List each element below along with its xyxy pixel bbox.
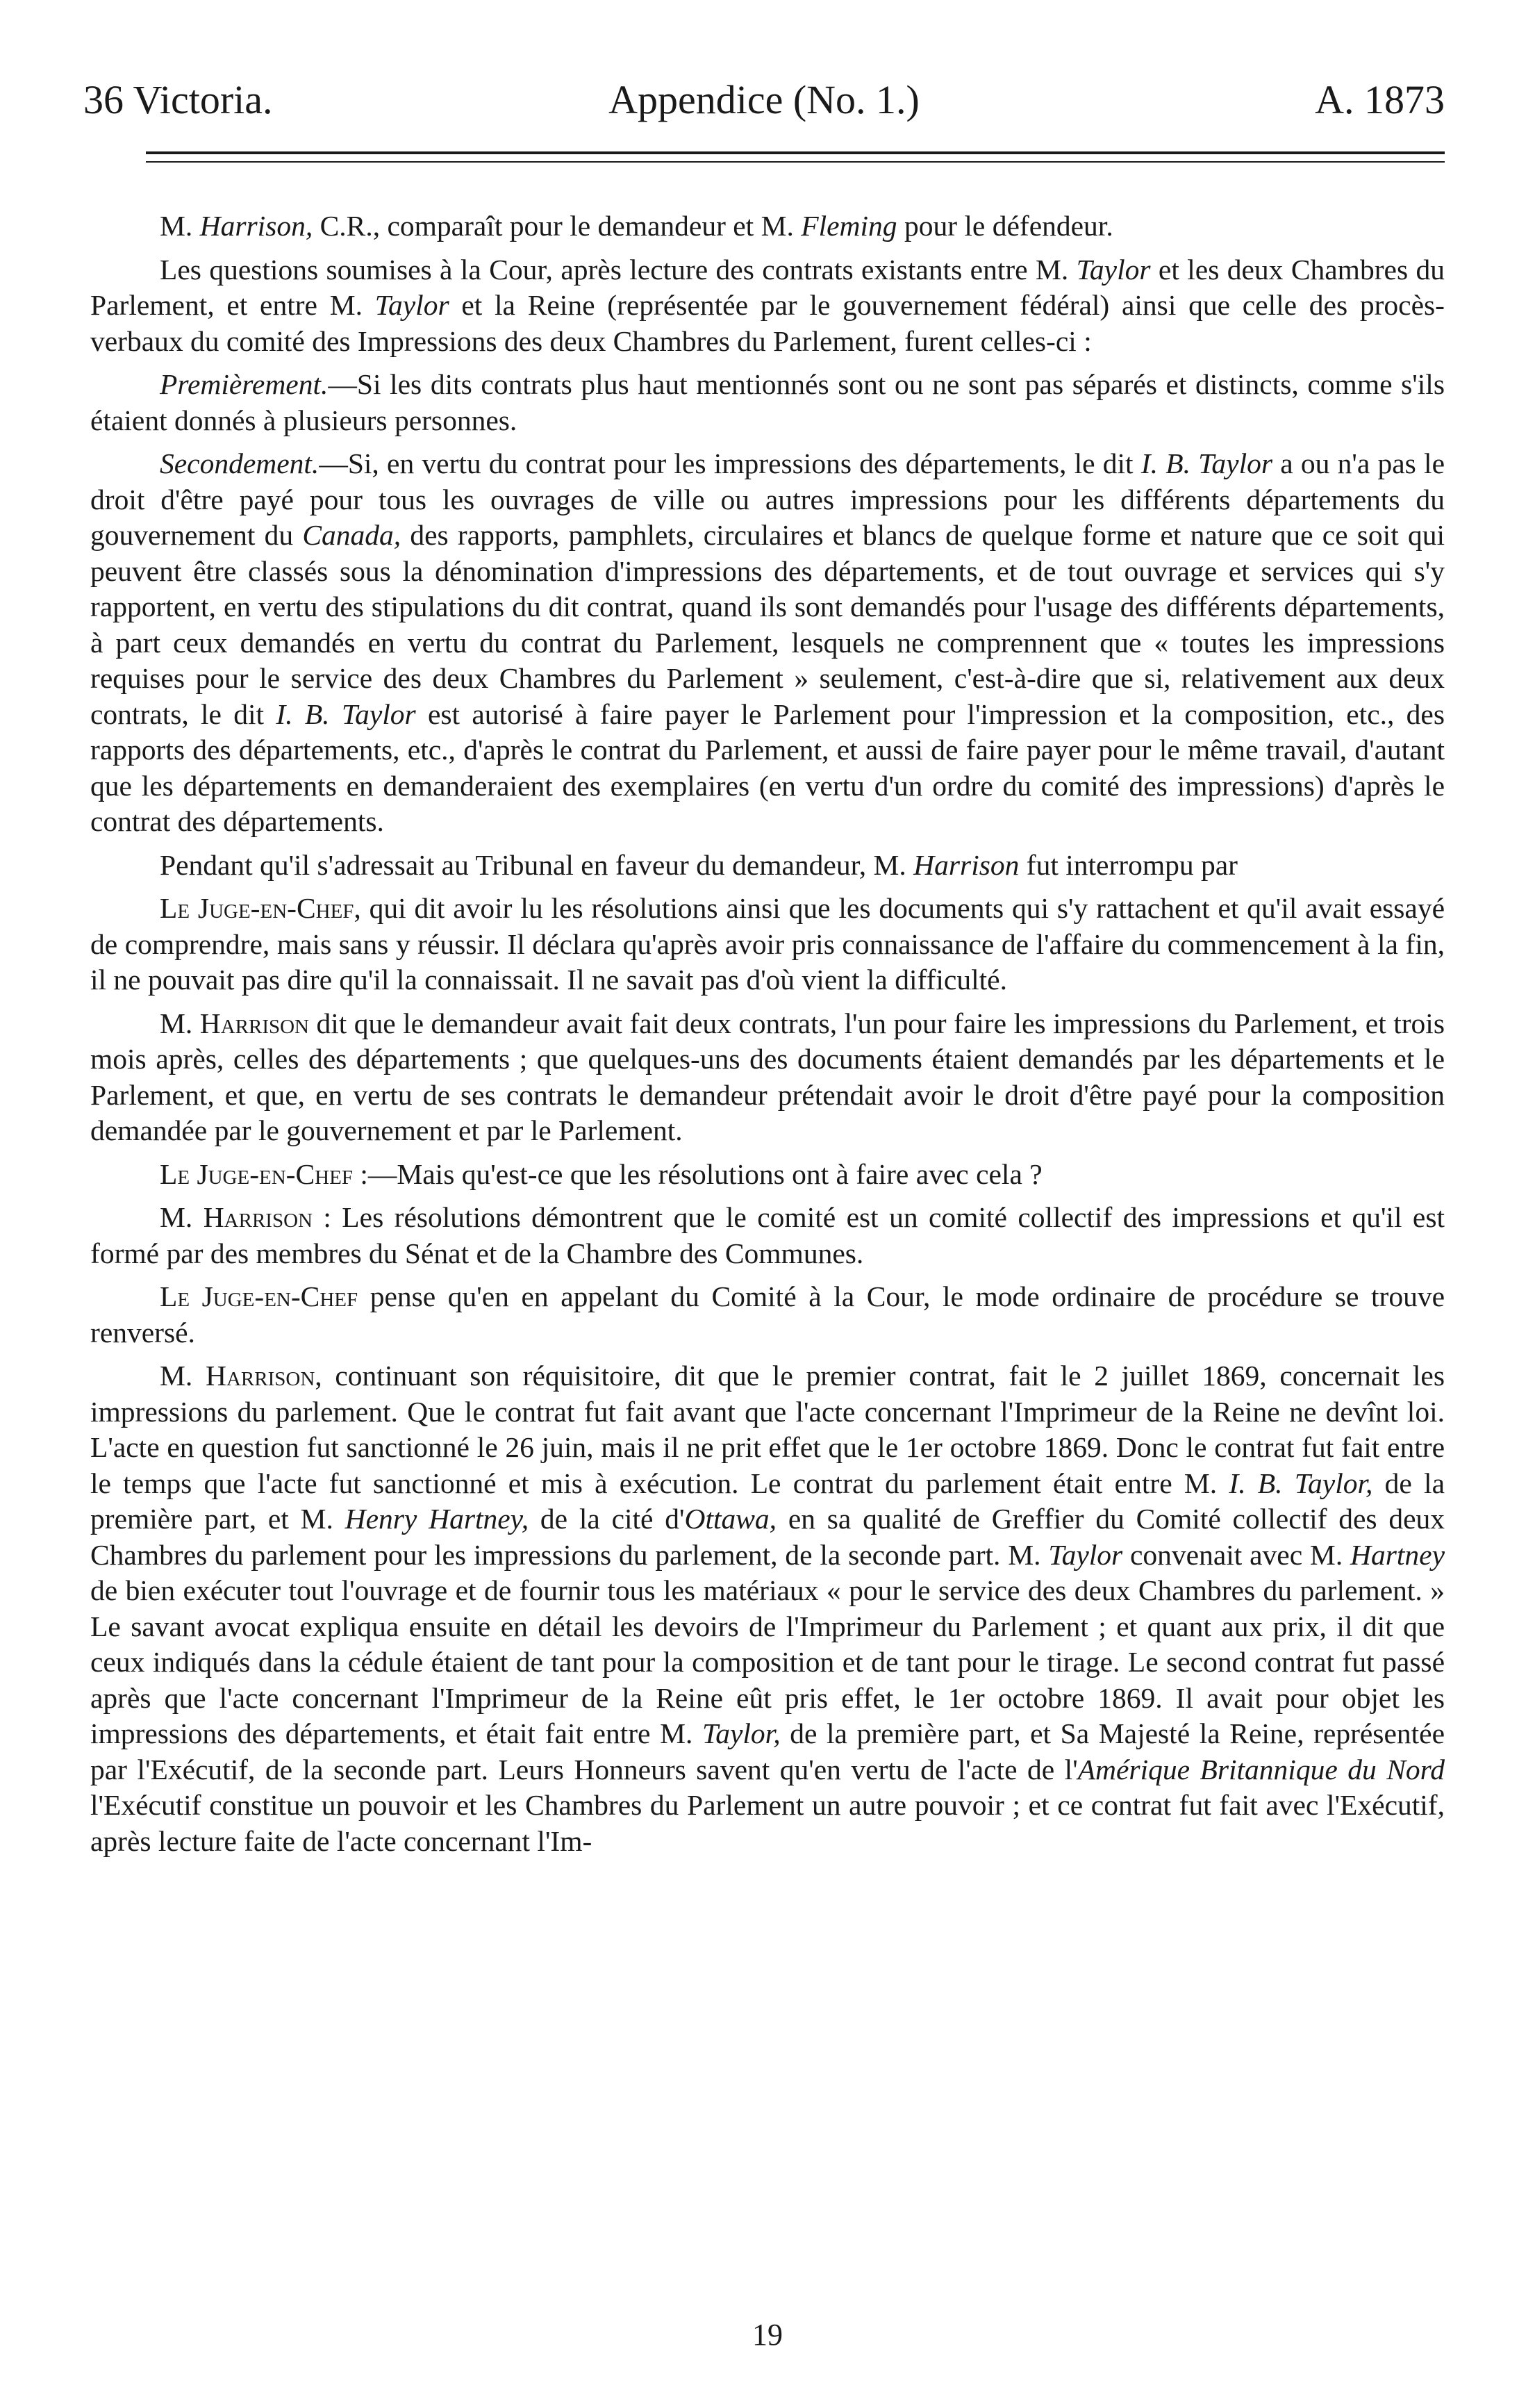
small-caps-text: Harrison, bbox=[206, 1360, 322, 1392]
italic-text: Amérique Britannique du Nord bbox=[1077, 1753, 1445, 1786]
italic-text: I. B. Taylor bbox=[276, 698, 416, 730]
text-run: : Les résolutions démontrent que le comité est un comité collectif des impressions et qu'il est formé par des membres du Sénat et de la Chambre des Communes. bbox=[90, 1201, 1445, 1269]
small-caps-text: Le Juge-en-Chef bbox=[160, 1280, 358, 1312]
italic-text: Canada, bbox=[302, 519, 401, 551]
paragraph bbox=[90, 1006, 1445, 1149]
header-session: 36 Victoria. bbox=[83, 77, 273, 122]
text-run: de bien exécuter tout l'ouvrage et de fournir tous les matériaux « pour le service des deux Chambres du parlement. » Le savant avocat expliqua ensuite en détail les devoirs de l'Imprimeur du Parlement ; et quant aux prix, il dit que ceux indiqués dans la cédule étaient de tant pour la composition et de tant pour le tirage. Le second contrat fut passé après que l'acte concernant l'Imprimeur de la Reine eût pris effet, le 1er octobre 1869. Il avait pour objet les impressions des départements, et était fait entre M. bbox=[90, 1574, 1445, 1749]
text-run: dit que le demandeur avait fait deux contrats, l'un pour faire les impressions du Parlement, et trois mois après, celles des départements ; que quelques-uns des documents étaient demandés par les départements et le Parlement, et que, en vertu de ses contrats le demandeur prétendait avoir le droit d'être payé pour la composition demandée par le gouvernement et par le Parlement. bbox=[90, 1007, 1445, 1146]
text-run: et la Reine (représentée par le gouvernement fédéral) ainsi que celle des procès-verbaux du comité des Impressions des deux Chambres du Parlement, furent celles-ci : bbox=[90, 289, 1445, 357]
text-run: de la première part, et Sa Majesté la Reine, représentée par l'Exécutif, de la seconde part. Leurs Honneurs savent qu'en vertu de l'acte de l' bbox=[90, 1717, 1445, 1786]
page-number: 19 bbox=[752, 2318, 783, 2352]
text-run: —Si les dits contrats plus haut mentionnés sont ou ne sont pas séparés et distincts, comme s'ils étaient donnés à plusieurs personnes. bbox=[90, 368, 1445, 436]
paragraph bbox=[90, 1157, 1445, 1193]
text-run: Les questions soumises à la Cour, après lecture des contrats existants entre M. bbox=[160, 253, 1077, 286]
text-run: et les deux Chambres du Parlement, et entre M. bbox=[90, 253, 1445, 321]
text-run: fut interrompu par bbox=[1019, 848, 1238, 881]
paragraph bbox=[90, 367, 1445, 438]
italic-text: Hartney bbox=[1350, 1538, 1445, 1571]
paragraph bbox=[90, 1358, 1445, 1859]
italic-text: Taylor bbox=[374, 289, 449, 321]
small-caps-text: Harrison bbox=[199, 1007, 310, 1039]
paragraph bbox=[90, 848, 1445, 884]
text-run: l'Exécutif constitue un pouvoir et les Chambres du Parlement un autre pouvoir ; et ce contrat fut fait avec l'Exécutif, après lecture faite de l'acte concernant l'Im- bbox=[90, 1789, 1445, 1857]
italic-text: Taylor bbox=[1076, 253, 1151, 286]
text-run: en sa qualité de Greffier du Comité collectif des deux Chambres du parlement pour les impressions du parlement, de la seconde part. M. bbox=[90, 1503, 1445, 1571]
italic-text: Henry Hartney, bbox=[345, 1503, 529, 1535]
italic-text: Harrison bbox=[913, 848, 1020, 881]
italic-text: I. B. Taylor, bbox=[1229, 1467, 1373, 1499]
text-run: a ou n'a pas le droit d'être payé pour tous les ouvrages de ville ou autres impressions pour les différents départements du gouvernement du bbox=[90, 447, 1445, 551]
text-run: pour le défendeur. bbox=[897, 210, 1113, 242]
text-run: est autorisé à faire payer le Parlement pour l'impression et la composition, etc., des rapports des départements, etc., d'après le contrat du Parlement, et aussi de faire payer pour le même travail, d'autant que les départements en demanderaient des exemplaires (en vertu d'un ordre du comité des impressions) d'après le contrat des départements. bbox=[90, 698, 1445, 837]
paragraph bbox=[90, 252, 1445, 360]
small-caps-text: Harrison bbox=[203, 1201, 313, 1233]
header-rule-thick bbox=[146, 151, 1445, 154]
text-run: —Si, en vertu du contrat pour les impressions des départements, le dit bbox=[319, 447, 1141, 479]
text-run: de la cité d' bbox=[529, 1503, 685, 1535]
italic-text: Fleming bbox=[801, 210, 897, 242]
italic-text: Secondement. bbox=[160, 447, 320, 479]
small-caps-text: Le Juge-en-Chef, bbox=[160, 892, 361, 924]
text-run: M. bbox=[160, 1360, 206, 1392]
italic-text: Ottawa, bbox=[684, 1503, 777, 1535]
running-header bbox=[83, 76, 1445, 132]
text-run: convenait avec M. bbox=[1122, 1538, 1350, 1571]
text-run: M. bbox=[160, 1007, 200, 1039]
text-run: qui dit avoir lu les résolutions ainsi que les documents qui s'y rattachent et qu'il avait essayé de comprendre, mais sans y réussir. Il déclara qu'après avoir pris connaissance de l'affaire du commencement à la fin, il ne pouvait pas dire qu'il la connaissait. Il ne savait pas d'où vient la difficulté. bbox=[90, 892, 1445, 996]
paragraph bbox=[90, 208, 1445, 245]
text-run: C.R., comparaît pour le demandeur et M. bbox=[313, 210, 802, 242]
header-appendix: Appendice (No. 1.) bbox=[608, 77, 920, 122]
paragraph bbox=[90, 891, 1445, 998]
text-run: :—Mais qu'est-ce que les résolutions ont à faire avec cela ? bbox=[352, 1157, 1043, 1190]
text-run: continuant son réquisitoire, dit que le premier contrat, fait le 2 juillet 1869, concernait les impressions du parlement. Que le contrat fut fait avant que l'acte concernant l'Imprimeur de la Reine ne devînt loi. L'acte en question fut sanctionné le 26 juin, mais il ne prit effet que le 1er octobre 1869. Donc le contrat fut fait entre le temps que l'acte fut sanctionné et mis à exécution. Le contrat du parlement était entre M. bbox=[90, 1360, 1445, 1499]
text-run: M. bbox=[160, 1201, 204, 1233]
italic-text: Harrison, bbox=[199, 210, 313, 242]
header-year: A. 1873 bbox=[1315, 77, 1445, 122]
italic-text: I. B. Taylor bbox=[1140, 447, 1273, 479]
text-run: de la première part, et M. bbox=[90, 1467, 1445, 1535]
paragraph bbox=[90, 446, 1445, 840]
text-run: des rapports, pamphlets, circulaires et blancs de quelque forme et nature que ce soit qui peuvent être classés sous la dénomination d'impressions des départements, et de tout ouvrage et services qui s'y rapportent, en vertu des stipulations du dit contrat, quand ils sont demandés pour l'usage des différents départements, à part ceux demandés en vertu du contrat du Parlement, lesquels ne comprennent que « toutes les impressions requises pour le service des deux Chambres du Parlement » seulement, c'est-à-dire que si, relativement aux deux contrats, le dit bbox=[90, 519, 1445, 730]
text-run: M. bbox=[160, 210, 200, 242]
body-text bbox=[90, 208, 1445, 1867]
header-rule-thin bbox=[146, 161, 1445, 163]
italic-text: Taylor, bbox=[702, 1717, 781, 1749]
text-run: pense qu'en en appelant du Comité à la Cour, le mode ordinaire de procédure se trouve renversé. bbox=[90, 1280, 1445, 1349]
paragraph bbox=[90, 1200, 1445, 1271]
text-run: Pendant qu'il s'adressait au Tribunal en faveur du demandeur, M. bbox=[160, 848, 914, 881]
paragraph bbox=[90, 1279, 1445, 1351]
small-caps-text: Le Juge-en-Chef bbox=[160, 1157, 353, 1190]
italic-text: Taylor bbox=[1048, 1538, 1123, 1571]
italic-text: Premièrement. bbox=[160, 368, 329, 400]
